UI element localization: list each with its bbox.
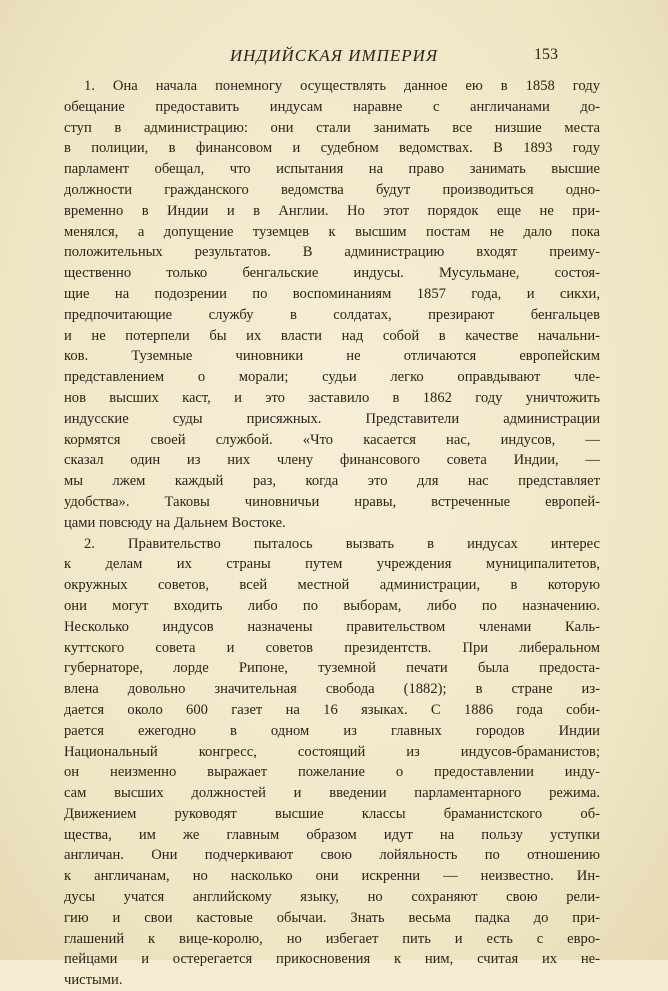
text-line: гию и свои кастовые обычаи. Знать весьма падка до при- bbox=[64, 909, 600, 926]
text-line: он неизменно выражает пожелание о предоставлении инду- bbox=[64, 764, 600, 781]
text-line: в полиции, в финансовом и судебном ведомствах. В 1893 году bbox=[64, 140, 600, 157]
text-line: 2. Правительство пыталось вызвать в индусах интерес bbox=[84, 535, 600, 552]
text-line: должности гражданского ведомства будут производиться одно- bbox=[64, 181, 600, 198]
text-line: дусы учатся английскому языку, но сохраняют свою рели- bbox=[64, 889, 600, 906]
text-line: парламент обещал, что испытания на право занимать высшие bbox=[64, 161, 600, 178]
text-line: Национальный конгресс, состоящий из индусов-браманистов; bbox=[64, 743, 600, 760]
text-line: ступ в администрацию: они стали занимать все низшие места bbox=[64, 119, 600, 136]
text-line: ков. Туземные чиновники не отличаются европейским bbox=[64, 348, 600, 365]
text-line: индусские суды присяжных. Представители администрации bbox=[64, 410, 600, 427]
text-line: влена довольно значительная свобода (1882); в стране из- bbox=[64, 681, 600, 698]
text-line: сам высших должностей и введении парламентарного режима. bbox=[64, 785, 600, 802]
paragraph bbox=[64, 534, 600, 991]
text-line: сказал один из них члену финансового совета Индии, — bbox=[64, 452, 600, 469]
text-line: временно в Индии и в Англии. Но этот порядок еще не при- bbox=[64, 202, 600, 219]
text-line: положительных результатов. В администрацию входят преиму- bbox=[64, 244, 600, 261]
text-line: чистыми. bbox=[64, 972, 123, 989]
text-line: к делам их страны путем учреждения муниципалитетов, bbox=[64, 556, 600, 573]
running-head bbox=[0, 44, 668, 68]
text-line: представлением о морали; судьи легко оправдывают чле- bbox=[64, 369, 600, 386]
text-line: к англичанам, но насколько они искренни — неизвестно. Ин- bbox=[64, 868, 600, 885]
text-line: губернаторе, лорде Рипоне, туземной печати была предоста- bbox=[64, 660, 600, 677]
text-line: они могут входить либо по выборам, либо по назначению. bbox=[64, 597, 600, 614]
text-line: щества, им же главным образом идут на пользу уступки bbox=[64, 826, 600, 843]
text-line: обещание предоставить индусам наравне с англичанами до- bbox=[64, 98, 600, 115]
text-line: мы лжем каждый раз, когда это для нас представляет bbox=[64, 473, 600, 490]
text-line: щественно только бенгальские индусы. Мусульмане, состоя- bbox=[64, 265, 600, 282]
text-line: окружных советов, всей местной администрации, в которую bbox=[64, 577, 600, 594]
text-line: дается около 600 газет на 16 языках. С 1886 года соби- bbox=[64, 701, 600, 718]
text-line: Движением руководят высшие классы браманистского об- bbox=[64, 805, 600, 822]
text-line: предпочитающие службу в солдатах, презирают бенгальцев bbox=[64, 306, 600, 323]
text-line: куттского совета и советов президентств. При либеральном bbox=[64, 639, 600, 656]
text-line: пейцами и остерегается прикосновения к ним, считая их не- bbox=[64, 951, 600, 968]
text-line: и не потерпели бы их власти над собой в качестве начальни- bbox=[64, 327, 600, 344]
text-line: менялся, а допущение туземцев к высшим постам не дало пока bbox=[64, 223, 600, 240]
text-line: рается ежегодно в одном из главных городов Индии bbox=[64, 722, 600, 739]
text-line: англичан. Они подчеркивают свою лойяльность по отношению bbox=[64, 847, 600, 864]
text-line: удобства». Таковы чиновничьи нравы, встреченные европей- bbox=[64, 493, 600, 510]
text-line: цами повсюду на Дальнем Востоке. bbox=[64, 514, 286, 531]
text-line: нов высших каст, и это заставило в 1862 году уничтожить bbox=[64, 389, 600, 406]
text-line: щие на подозрении по воспоминаниям 1857 года, и сикхи, bbox=[64, 285, 600, 302]
body-text bbox=[64, 76, 600, 991]
text-line: Несколько индусов назначены правительством членами Каль- bbox=[64, 618, 600, 635]
running-title: ИНДИЙСКАЯ ИМПЕРИЯ bbox=[229, 46, 439, 65]
text-line: 1. Она начала понемногу осуществлять данное ею в 1858 году bbox=[84, 78, 600, 94]
text-line: глашений к вице-королю, но избегает пить и есть с евро- bbox=[64, 930, 600, 947]
text-line: кормятся своей службой. «Что касается нас, индусов, — bbox=[64, 431, 600, 448]
paragraph bbox=[64, 76, 600, 534]
page-number: 153 bbox=[534, 46, 558, 63]
